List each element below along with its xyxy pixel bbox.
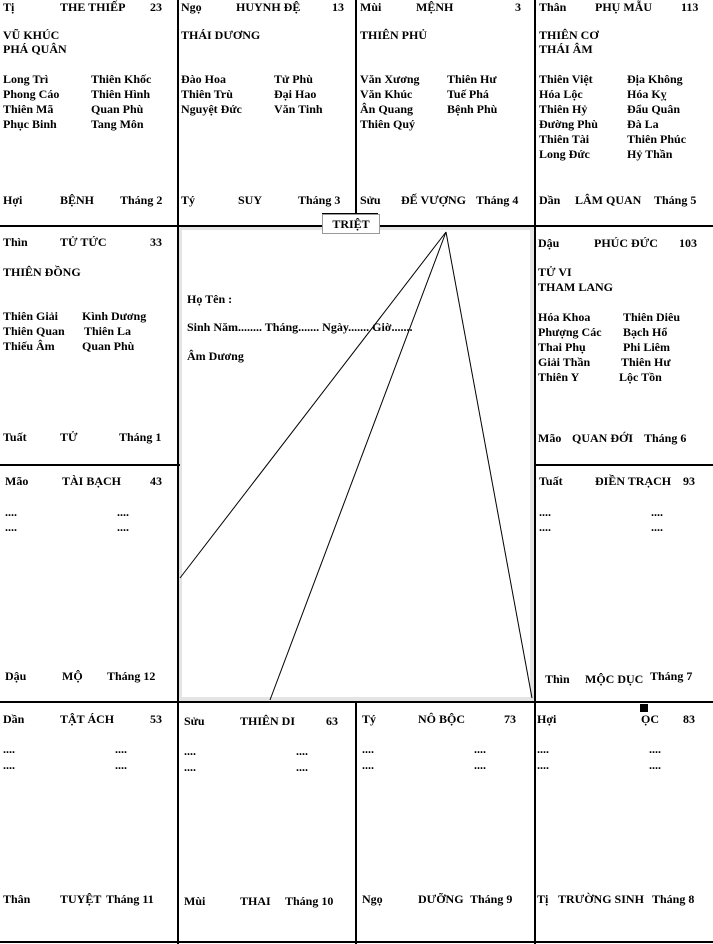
name-label: Họ Tên : xyxy=(187,292,233,306)
bottom-name: ĐẾ VƯỢNG xyxy=(401,193,467,207)
bottom-chi: Dần xyxy=(539,193,561,207)
star: Thiên Việt xyxy=(539,72,593,86)
star: Thiên Hư xyxy=(621,355,671,369)
dots: .... xyxy=(184,744,196,758)
star: Thiên Hỷ xyxy=(539,102,588,116)
palace-number: 13 xyxy=(332,0,344,14)
palace-chi: Tị xyxy=(3,0,15,14)
main-star: VŨ KHÚC xyxy=(3,28,60,42)
star: Phượng Các xyxy=(538,325,602,339)
palace-thin xyxy=(0,226,178,465)
dots: .... xyxy=(3,742,15,756)
bottom-name: THAI xyxy=(240,894,271,908)
palace-name: HUYNH ĐỆ xyxy=(236,0,301,14)
star: Thiên Y xyxy=(538,370,580,384)
star: Bạch Hổ xyxy=(623,325,668,339)
star: Phục Binh xyxy=(3,117,57,131)
star: Thiên Trù xyxy=(181,87,233,101)
star: Phi Liêm xyxy=(623,340,670,354)
palace-suu xyxy=(178,702,356,942)
dots: .... xyxy=(115,742,127,756)
star: Thiên Hư xyxy=(447,72,497,86)
palace-chi: Thìn xyxy=(3,235,28,249)
month: Tháng 10 xyxy=(285,894,334,908)
star: Đường Phù xyxy=(539,117,598,131)
star: Long Đức xyxy=(539,147,590,161)
bottom-name: TRƯỜNG SINH xyxy=(558,892,644,906)
star: Đào Hoa xyxy=(181,72,226,86)
palace-number: 83 xyxy=(683,712,695,726)
month: Tháng 3 xyxy=(298,193,341,207)
bottom-chi: Dậu xyxy=(5,669,27,683)
dots: .... xyxy=(474,742,486,756)
bottom-name: TỬ xyxy=(60,430,78,444)
triangle-line xyxy=(180,232,446,578)
palace-number: 93 xyxy=(683,474,695,488)
star: Thiên Hình xyxy=(91,87,151,101)
palace-chi: Tuất xyxy=(539,474,563,488)
month: Tháng 7 xyxy=(650,669,693,683)
main-star: THAM LANG xyxy=(538,280,613,294)
star: Nguyệt Đức xyxy=(181,102,242,116)
dots: .... xyxy=(5,505,17,519)
dots: .... xyxy=(5,520,17,534)
main-star: THÁI DƯƠNG xyxy=(181,28,261,42)
triet-label: TRIỆT xyxy=(322,214,380,234)
palace-name: PHÚC ĐỨC xyxy=(594,236,658,250)
triangle-line xyxy=(446,232,532,698)
star: Thiên La xyxy=(84,324,132,338)
am-duong-label: Âm Dương xyxy=(187,349,244,363)
palace-mui xyxy=(356,0,535,226)
star: Địa Không xyxy=(627,72,683,86)
dots: .... xyxy=(296,760,308,774)
month: Tháng 5 xyxy=(654,193,697,207)
star: Tang Môn xyxy=(91,117,144,131)
bottom-name: TUYỆT xyxy=(60,892,102,906)
main-star: THIÊN CƠ xyxy=(539,28,599,42)
dots: .... xyxy=(184,760,196,774)
star: Ân Quang xyxy=(360,102,414,116)
star: Thiên Giải xyxy=(3,309,59,323)
month: Tháng 9 xyxy=(470,892,513,906)
palace-chi: Ngọ xyxy=(181,0,202,14)
star: Thiếu Âm xyxy=(3,339,55,353)
star: Thiên Khốc xyxy=(91,72,152,86)
star: Thai Phụ xyxy=(538,340,586,354)
star: Hóa Khoa xyxy=(538,310,591,324)
palace-than xyxy=(535,0,713,226)
star: Phong Cáo xyxy=(3,87,60,101)
star: Tử Phù xyxy=(274,72,313,86)
triangle-line xyxy=(270,232,446,700)
bottom-chi: Thìn xyxy=(545,672,570,686)
dots: .... xyxy=(362,742,374,756)
palace-chi: Thân xyxy=(539,0,567,14)
palace-name: TẬT ÁCH xyxy=(60,712,115,726)
star: Đẩu Quân xyxy=(627,102,681,116)
palace-dau xyxy=(535,226,713,465)
palace-name: ĐIỀN TRẠCH xyxy=(595,474,672,488)
palace-name: THE THIẾP xyxy=(60,0,126,14)
star: Thiên Quý xyxy=(360,117,416,131)
palace-number: 33 xyxy=(150,235,162,249)
bottom-name: MỘ xyxy=(62,669,83,683)
palace-hoi xyxy=(535,702,713,942)
month: Tháng 2 xyxy=(120,193,163,207)
bottom-chi: Tuất xyxy=(3,430,27,444)
palace-ngo xyxy=(178,0,356,226)
star: Thiên Tài xyxy=(539,132,590,146)
palace-chi: Dần xyxy=(3,712,25,726)
month: Tháng 6 xyxy=(644,431,687,445)
star: Bệnh Phù xyxy=(447,102,498,116)
palace-number: 23 xyxy=(150,0,162,14)
bottom-chi: Mão xyxy=(538,431,562,445)
dots: .... xyxy=(649,758,661,772)
bottom-name: QUAN ĐỚI xyxy=(572,431,634,445)
main-star: THIÊN ĐỒNG xyxy=(3,265,81,279)
palace-dan xyxy=(0,702,178,942)
star: Văn Khúc xyxy=(360,87,413,101)
dots: .... xyxy=(537,758,549,772)
star: Quan Phù xyxy=(91,102,144,116)
star: Hóa Lộc xyxy=(539,87,583,101)
dots: .... xyxy=(651,520,663,534)
palace-name: TỬ TỨC xyxy=(60,235,107,249)
palace-chi: Tý xyxy=(362,712,377,726)
star: Tuế Phá xyxy=(447,87,489,101)
bottom-name: DƯỠNG xyxy=(418,892,464,906)
palace-name: PHỤ MẪU xyxy=(595,0,652,14)
month: Tháng 4 xyxy=(476,193,519,207)
star: Hỷ Thần xyxy=(627,147,673,161)
dots: .... xyxy=(539,520,551,534)
bottom-chi: Thân xyxy=(3,892,31,906)
star: Hóa Kỵ xyxy=(627,87,667,101)
palace-tuat xyxy=(535,465,713,702)
palace-chi: Sửu xyxy=(184,714,205,728)
bottom-chi: Mùi xyxy=(184,894,206,908)
star: Đà La xyxy=(627,117,659,131)
main-star: PHÁ QUÂN xyxy=(3,42,67,56)
star: Đại Hao xyxy=(274,87,317,101)
dots: .... xyxy=(296,744,308,758)
palace-number: 53 xyxy=(150,712,162,726)
dots: .... xyxy=(649,742,661,756)
dots: .... xyxy=(117,505,129,519)
palace-name: TÀI BẠCH xyxy=(62,474,122,488)
dots: .... xyxy=(362,758,374,772)
bottom-chi: Tý xyxy=(181,193,196,207)
palace-chi: Mão xyxy=(5,474,29,488)
palace-number: 3 xyxy=(515,0,521,14)
palace-number: 43 xyxy=(150,474,162,488)
bottom-name: SUY xyxy=(238,193,263,207)
star: Thiên Quan xyxy=(3,324,65,338)
dots: .... xyxy=(651,505,663,519)
palace-number: 113 xyxy=(681,0,699,14)
month: Tháng 11 xyxy=(106,892,154,906)
star: Kình Dương xyxy=(82,309,147,323)
bottom-chi: Tị xyxy=(537,892,549,906)
dots: .... xyxy=(117,520,129,534)
month: Tháng 8 xyxy=(652,892,695,906)
month: Tháng 1 xyxy=(119,430,162,444)
dots: .... xyxy=(115,758,127,772)
dots: .... xyxy=(537,742,549,756)
star: Lộc Tồn xyxy=(619,370,662,384)
bottom-chi: Ngọ xyxy=(362,892,383,906)
bottom-chi: Sửu xyxy=(360,193,381,207)
palace-mao xyxy=(0,465,178,702)
dots: .... xyxy=(3,758,15,772)
main-star: THIÊN PHỦ xyxy=(360,28,428,42)
palace-chi: Dậu xyxy=(538,236,560,250)
birth-date-label: Sinh Năm........ Tháng....... Ngày....... Giờ....... xyxy=(187,320,413,334)
palace-chi: Mùi xyxy=(360,0,382,14)
star: Văn Tinh xyxy=(274,102,323,116)
palace-ti xyxy=(0,0,178,226)
main-star: THÁI ÂM xyxy=(539,42,593,56)
month: Tháng 12 xyxy=(107,669,156,683)
palace-name: NÔ BỘC xyxy=(418,712,466,726)
star: Giải Thần xyxy=(538,355,591,369)
palace-number: 63 xyxy=(326,714,338,728)
palace-name: ỌC xyxy=(641,712,659,726)
dots: .... xyxy=(539,505,551,519)
palace-name: MỆNH xyxy=(416,0,454,14)
star: Long Trì xyxy=(3,72,49,86)
palace-name: THIÊN DI xyxy=(240,714,296,728)
palace-number: 103 xyxy=(679,236,697,250)
dots: .... xyxy=(474,758,486,772)
star: Quan Phù xyxy=(82,339,135,353)
star: Thiên Diêu xyxy=(623,310,681,324)
bottom-name: LÂM QUAN xyxy=(575,193,642,207)
star: Văn Xương xyxy=(360,72,420,86)
bottom-name: MỘC DỤC xyxy=(585,672,644,686)
palace-ty xyxy=(356,702,535,942)
star: Thiên Mã xyxy=(3,102,54,116)
main-star: TỬ VI xyxy=(538,265,572,279)
palace-number: 73 xyxy=(504,712,516,726)
star: Thiên Phúc xyxy=(627,132,687,146)
bottom-name: BỆNH xyxy=(60,193,95,207)
bottom-chi: Hợi xyxy=(3,193,23,207)
palace-chi: Hợi xyxy=(537,712,557,726)
